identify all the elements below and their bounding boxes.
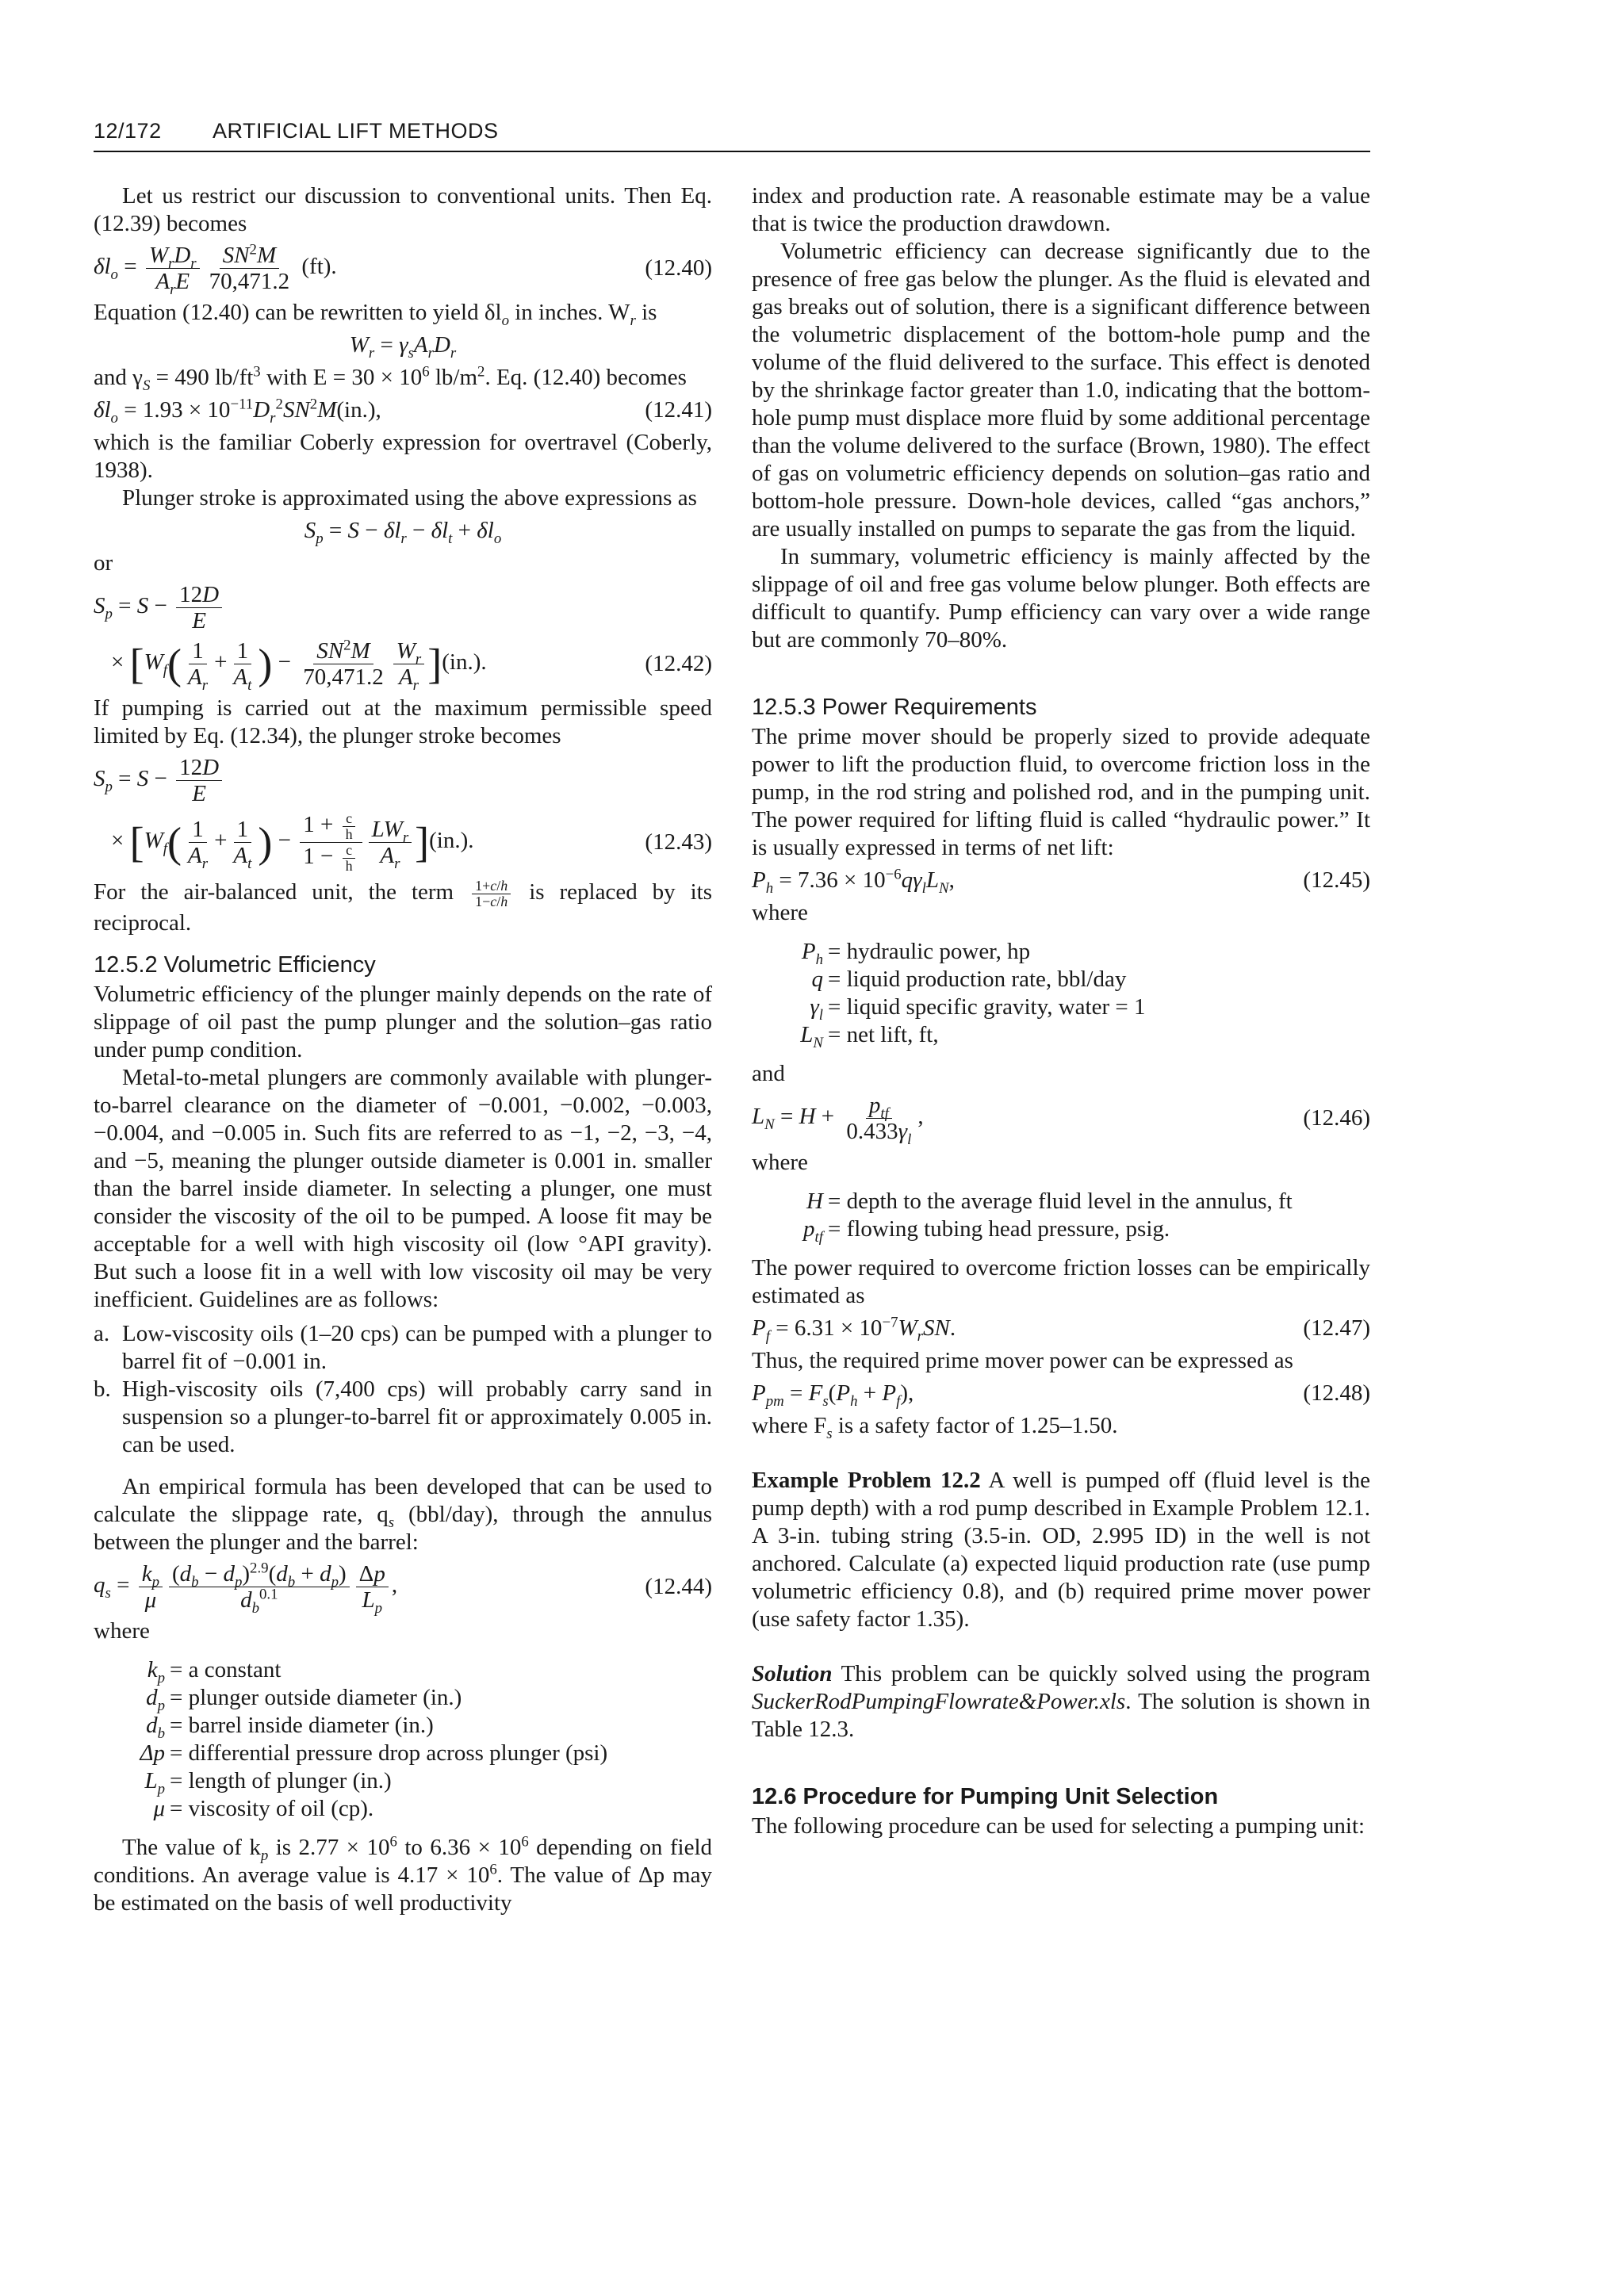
- definition-row: $\gamma_l$ = liquid specific gravity, water = 1: [810, 994, 1146, 1024]
- equation-number: (12.48): [1303, 1380, 1370, 1406]
- right-column: [752, 182, 1370, 1840]
- solution-title: Solution: [752, 1661, 833, 1686]
- variable-definitions: [772, 938, 1370, 1049]
- page-number: 12/172: [94, 119, 162, 143]
- equation-12-46: $L_N = H$ + $\frac{p_{tf}}{0.433\gamma_l}$ , (12.46): [752, 1093, 1370, 1148]
- list-item: a. Low-viscosity oils (1–20 cps) can be pumped with a plunger to barrel fit of −0.001 in.: [94, 1321, 712, 1374]
- equation-number: (12.41): [645, 397, 712, 423]
- guidelines-list: [94, 1320, 712, 1459]
- equation-number: (12.43): [645, 829, 712, 855]
- running-title: ARTIFICIAL LIFT METHODS: [213, 119, 499, 143]
- definition-row: $k_p$ = a constant: [147, 1657, 282, 1686]
- equation-12-40: $\delta l_o$ = $\frac{W_rD_r}{A_rE}$ $\frac{SN^2M}{70,471.2}$ (ft). (12.40): [94, 241, 712, 298]
- connector-text: where: [752, 900, 808, 925]
- paragraph: An empirical formula has been developed that can be used to calculate the slippage rate, $q_s$ (bbl/day), through the annulus between the plunger and the barrel:: [94, 1474, 712, 1555]
- paragraph: The power required to overcome friction losses can be empirically estimated as: [752, 1255, 1370, 1308]
- equation-12-41: $\delta l_o = 1.93 \times 10^{-11}D_r^2SN^2M(in.)$, (12.41): [94, 396, 712, 427]
- section-heading-12-5-2: 12.5.2 Volumetric Efficiency: [94, 952, 376, 978]
- paragraph: Volumetric efficiency of the plunger mainly depends on the rate of slippage of oil past the pump plunger and the solution–gas ratio under pump condition.: [94, 982, 712, 1062]
- paragraph: Thus, the required prime mover power can be expressed as: [752, 1348, 1293, 1373]
- equation-stroke: $S_p = S - \delta l_r - \delta l_t + \delta l_o$: [304, 518, 502, 547]
- equation-number: (12.45): [1303, 867, 1370, 893]
- definition-row: μ = viscosity of oil (cp).: [153, 1796, 374, 1821]
- paragraph: where $F_s$ is a safety factor of 1.25–1.50.: [752, 1413, 1118, 1442]
- equation-number: (12.44): [645, 1574, 712, 1599]
- paragraph: The prime mover should be properly sized to provide adequate power to lift the production fluid, to overcome friction loss in the pump, in the rod string and polished rod, and in the pumping unit. The power required for lifting fluid is called “hydraulic power.” It is usually expressed in terms of net lift:: [752, 724, 1370, 860]
- solution: Solution This problem can be quickly solved using the program SuckerRodPumpingFlowrate&Power.xls. The solution is shown in Table 12.3.: [752, 1661, 1370, 1742]
- left-column: [94, 182, 712, 1917]
- page-header: [94, 116, 1370, 152]
- variable-definitions: [114, 1656, 712, 1823]
- equation-12-43: $S_p = S$ − $\frac{12D}{E}$ × [$W_f$( $\frac{1}{A_r}$ + $\frac{1}{A_t}$ ) − 1 + $\frac{c}{h}$ 1 − $\frac{c}{h}$ $\frac{LW_r}{A_r}$ ](in.). (12.43): [94, 755, 712, 874]
- paragraph: Equation (12.40) can be rewritten to yield $\delta l_o$ in inches. $W_r$ is: [94, 300, 657, 329]
- paragraph: In summary, volumetric efficiency is mainly affected by the slippage of oil and free gas volume below plunger. Both effects are difficult to quantify. Pump efficiency can vary over a wide range but are commonly 70–80%.: [752, 544, 1370, 653]
- paragraph: and $\gamma_S = 490$ $lb/ft^3$ with $E = 30 \times 10^6$ $lb/m^2$. Eq. (12.40) becomes: [94, 363, 687, 394]
- equation-12-44: $q_s$ = $\frac{k_p}{\mu}$ $\frac{(d_b - d_p)^{2.9}(d_b + d_p)}{d_b^{0.1}}$ $\frac{\Delta p}{L_p}$ , (12.44): [94, 1560, 712, 1617]
- definition-row: $L_N$ = net lift, ft,: [800, 1022, 939, 1051]
- equation-number: (12.40): [645, 255, 712, 281]
- variable-definitions: [772, 1188, 1370, 1246]
- definition-row: $L_p$ = length of plunger (in.): [144, 1768, 392, 1797]
- paragraph: If pumping is carried out at the maximum permissible speed limited by Eq. (12.34), the plunger stroke becomes: [94, 695, 712, 748]
- list-item: b. High-viscosity oils (7,400 cps) will probably carry sand in suspension so a plunger-to-barrel fit or approximately 0.005 in. can be used.: [94, 1376, 712, 1457]
- equation-wr: $W_r = \gamma_sA_rD_r$: [349, 332, 457, 362]
- paragraph: index and production rate. A reasonable estimate may be a value that is twice the production drawdown.: [752, 183, 1370, 236]
- equation-number: (12.42): [645, 651, 712, 676]
- equation-12-48: $P_{pm} = F_s(P_h + P_f)$, (12.48): [752, 1380, 1370, 1410]
- definition-row: q = liquid production rate, bbl/day: [811, 967, 1127, 992]
- section-heading-12-5-3: 12.5.3 Power Requirements: [752, 695, 1037, 720]
- equation-12-42: $S_p = S$ − $\frac{12D}{E}$ × [$W_f$( $\frac{1}{A_r}$ + $\frac{1}{A_t}$ ) − $\frac{SN^2M}{70,471.2}$ $\frac{W_r}{A_r}$ ](in.). (12.42): [94, 582, 712, 694]
- paragraph: Volumetric efficiency can decrease significantly due to the presence of free gas below the plunger. As the fluid is elevated and gas breaks out of solution, there is a significant difference between the volumetric displacement of the bottom-hole pump and the volume of the fluid delivered to the surface. This effect is denoted by the shrinkage factor greater than 1.0, indicating that the bottom-hole pump must displace more fluid by some additional percentage than the volume delivered to the surface (Brown, 1980). The effect of gas on volumetric efficiency depends on solution–gas ratio and bottom-hole pressure. Down-hole devices, called “gas anchors,” are usually installed on pumps to separate the gas from the liquid.: [752, 239, 1370, 542]
- section-heading-12-6: 12.6 Procedure for Pumping Unit Selection: [752, 1784, 1219, 1809]
- equation-12-45: $P_h = 7.36 \times 10^{-6}q\gamma_lL_N$, (12.45): [752, 866, 1370, 897]
- connector-text: or: [94, 550, 113, 576]
- equation-number: (12.47): [1303, 1315, 1370, 1341]
- paragraph: which is the familiar Coberly expression for overtravel (Coberly, 1938).: [94, 430, 712, 483]
- paragraph: The value of $k_p$ is $2.77 \times 10^6$ to $6.36 \times 10^6$ depending on field conditions. An average value is $4.17 \times 10^6$. The value of Δp may be estimated on the basis of well productivity: [94, 1833, 713, 1916]
- definition-row: H = depth to the average fluid level in the annulus, ft: [806, 1189, 1293, 1214]
- definition-row: Δp = differential pressure drop across plunger (psi): [140, 1740, 608, 1766]
- connector-text: where: [752, 1150, 808, 1175]
- paragraph: For the air-balanced unit, the term $\frac{1+c/h}{1-c/h}$ is replaced by its reciprocal.: [94, 878, 713, 936]
- connector-text: where: [94, 1618, 150, 1644]
- definition-row: $p_{tf}$ = flowing tubing head pressure, psig.: [803, 1216, 1170, 1246]
- paragraph: Metal-to-metal plungers are commonly available with plunger-to-barrel clearance on the diameter of −0.001, −0.002, −0.003, −0.004, and −0.005 in. Such fits are referred to as −1, −2, −3, −4, and −5, meaning the plunger outside diameter is 0.001 in. smaller than the barrel inside diameter. In selecting a plunger, one must consider the viscosity of the oil to be pumped. A loose fit may be acceptable for a well with high viscosity oil (low °API gravity). But such a loose fit in a well with low viscosity oil may be very inefficient. Guidelines are as follows:: [94, 1065, 712, 1312]
- definition-row: $d_b$ = barrel inside diameter (in.): [146, 1713, 434, 1742]
- definition-row: $d_p$ = plunger outside diameter (in.): [146, 1685, 462, 1714]
- equation-number: (12.46): [1303, 1105, 1370, 1131]
- equation-12-47: $P_f = 6.31 \times 10^{-7}W_rSN$. (12.47): [752, 1314, 1370, 1345]
- paragraph: Let us restrict our discussion to conventional units. Then Eq. (12.39) becomes: [94, 183, 712, 236]
- program-filename: SuckerRodPumpingFlowrate&Power.xls: [752, 1689, 1126, 1714]
- example-title: Example Problem 12.2: [752, 1468, 981, 1493]
- paragraph: The following procedure can be used for selecting a pumping unit:: [752, 1813, 1365, 1839]
- connector-text: and: [752, 1061, 785, 1086]
- paragraph: Plunger stroke is approximated using the above expressions as: [122, 485, 697, 511]
- definition-row: $P_h$ = hydraulic power, hp: [801, 939, 1031, 968]
- example-problem: Example Problem 12.2 A well is pumped off (fluid level is the pump depth) with a rod pump described in Example Problem 12.1. A 3-in. tubing string (3.5-in. OD, 2.995 ID) in the well is not anchored. Calculate (a) expected liquid production rate (use pump volumetric efficiency 0.8), and (b) required prime mover power (use safety factor 1.35).: [752, 1468, 1370, 1632]
